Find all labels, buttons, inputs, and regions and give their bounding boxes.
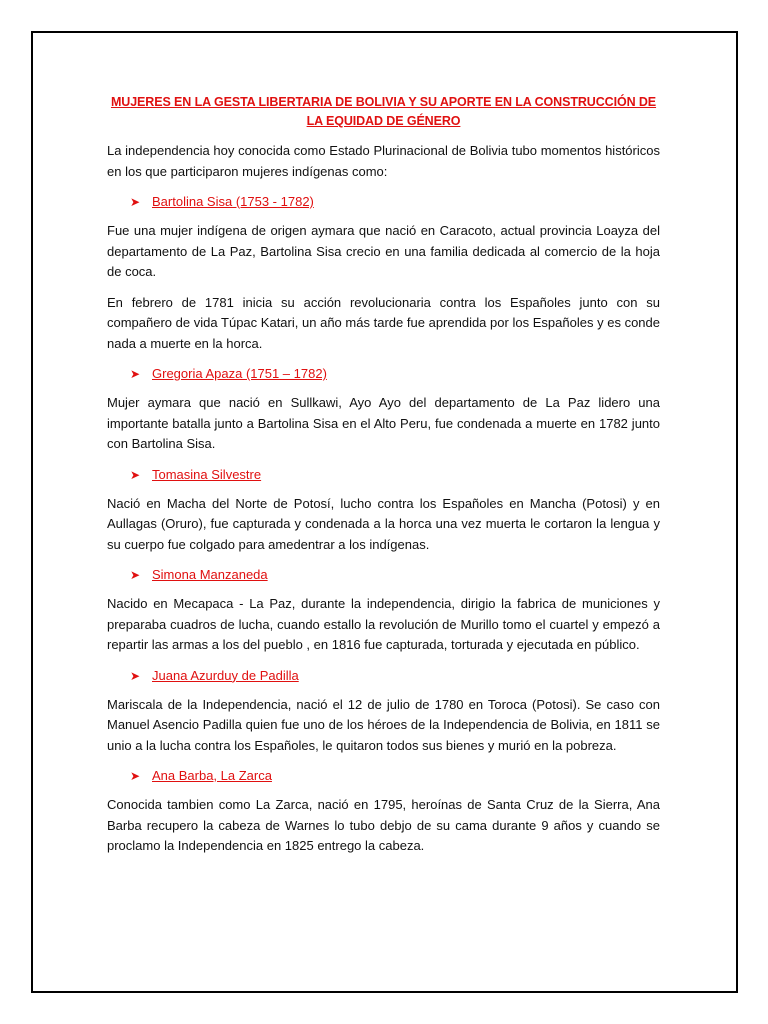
section-paragraph: Nació en Macha del Norte de Potosí, lucho contra los Españoles en Mancha (Potosi) y en Aullagas (Oruro), fue capturada y condenada a la horca una vez muerta le cortaron la lengua y su cuerpo fue colgado para amedentrar a los indígenas. bbox=[107, 495, 660, 552]
heroine-name: Tomasina Silvestre bbox=[152, 466, 262, 482]
section-heading bbox=[107, 465, 660, 485]
section-paragraph: Mariscala de la Independencia, nació el 12 de julio de 1780 en Toroca (Potosi). Se caso con Manuel Asencio Padilla quien fue uno de los héroes de la Independencia de Bolivia, en 1811 se unio a la lucha contra los Españoles, le quitaron todos sus bienes y murió en la pobreza. bbox=[107, 696, 660, 753]
section-paragraph: Fue una mujer indígena de origen aymara que nació en Caracoto, actual provincia Loayza del departamento de La Paz, Bartolina Sisa crecio en una familia dedicada al comercio de la hoja de coca. bbox=[107, 223, 660, 279]
heroine-name: Bartolina Sisa (1753 - 1782) bbox=[152, 194, 314, 209]
right-arrow-bullet-icon: ➤ bbox=[130, 195, 141, 209]
section-heading bbox=[107, 364, 660, 384]
section-paragraph: Conocida tambien como La Zarca, nació en 1795, heroínas de Santa Cruz de la Sierra, Ana Barba recupero la cabeza de Warnes lo tubo debjo de su cama durante 9 años y cuando se proclamo la Independencia en 1825 entrego la cabeza. bbox=[107, 797, 660, 853]
heroine-name: Ana Barba, La Zarca bbox=[152, 768, 272, 783]
right-arrow-bullet-icon: ➤ bbox=[130, 467, 141, 482]
document-title: MUJERES EN LA GESTA LIBERTARIA DE BOLIVIA Y SU APORTE EN LA CONSTRUCCIÓN DE LA EQUIDAD DE GÉNERO bbox=[110, 95, 657, 128]
right-arrow-bullet-icon: ➤ bbox=[130, 769, 141, 783]
document-body bbox=[107, 93, 660, 867]
intro-paragraph: La independencia hoy conocida como Estado Plurinacional de Bolivia tubo momentos históricos en los que participaron mujeres indígenas como: bbox=[107, 143, 660, 179]
section-paragraph: Nacido en Mecapaca - La Paz, durante la independencia, dirigio la fabrica de municiones y preparaba cuadros de lucha, cuando estallo la revolución de Murillo tomo el cuartel y empezó a repartir las armas a los del pueblo , en 1816 fue capturada, torturada y ejecutada en público. bbox=[107, 596, 660, 652]
sections-container bbox=[107, 192, 660, 857]
section-heading bbox=[107, 565, 660, 585]
heroine-name: Gregoria Apaza (1751 – 1782) bbox=[152, 366, 327, 381]
right-arrow-bullet-icon: ➤ bbox=[130, 668, 141, 683]
section-heading bbox=[107, 192, 660, 212]
section-heading bbox=[107, 666, 660, 686]
section-paragraph: En febrero de 1781 inicia su acción revolucionaria contra los Españoles junto con su compañero de vida Túpac Katari, un año más tarde fue aprendida por los Españoles y es conde nada a muerte en la horca. bbox=[107, 294, 660, 351]
section-heading bbox=[107, 766, 660, 786]
section-paragraph: Mujer aymara que nació en Sullkawi, Ayo Ayo del departamento de La Paz lidero una importante batalla junto a Bartolina Sisa en el Alto Peru, fue condenada a muerte en 1782 junto con Bartolina Sisa. bbox=[107, 395, 660, 451]
heroine-name: Simona Manzaneda bbox=[152, 567, 268, 582]
right-arrow-bullet-icon: ➤ bbox=[130, 568, 141, 582]
heroine-name: Juana Azurduy de Padilla bbox=[152, 667, 299, 683]
right-arrow-bullet-icon: ➤ bbox=[130, 367, 141, 381]
